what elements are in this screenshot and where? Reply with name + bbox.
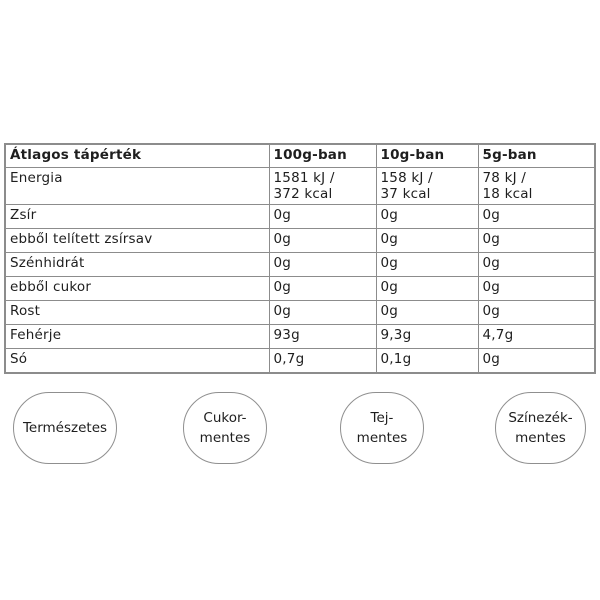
value-5g: 0g — [478, 253, 595, 277]
value-100g: 0,7g — [269, 349, 376, 374]
value-5g: 78 kJ / 18 kcal — [478, 168, 595, 205]
value-100g: 0g — [269, 205, 376, 229]
table-row — [5, 168, 595, 205]
header-100g: 100g-ban — [269, 144, 376, 168]
table-row — [5, 325, 595, 349]
badge-label: Tej- mentes — [356, 410, 408, 446]
row-name: ebből telített zsírsav — [5, 229, 269, 253]
value-5g: 0g — [478, 229, 595, 253]
value-5g: 0g — [478, 301, 595, 325]
badge-sugar-free — [183, 392, 267, 464]
value-10g: 0g — [376, 229, 478, 253]
value-10g: 0g — [376, 205, 478, 229]
value-10g: 0g — [376, 301, 478, 325]
value-5g: 0g — [478, 205, 595, 229]
table-row — [5, 253, 595, 277]
row-name: Fehérje — [5, 325, 269, 349]
value-100g: 0g — [269, 301, 376, 325]
row-name: Rost — [5, 301, 269, 325]
value-100g: 0g — [269, 253, 376, 277]
row-name: Szénhidrát — [5, 253, 269, 277]
badge-label: Cukor- mentes — [199, 410, 251, 446]
value-10g: 0g — [376, 253, 478, 277]
badge-natural — [13, 392, 117, 464]
value-10g: 0g — [376, 277, 478, 301]
row-name: Energia — [5, 168, 269, 205]
value-100g: 1581 kJ / 372 kcal — [269, 168, 376, 205]
value-10g: 0,1g — [376, 349, 478, 374]
row-name: Só — [5, 349, 269, 374]
row-name: ebből cukor — [5, 277, 269, 301]
value-10g: 158 kJ / 37 kcal — [376, 168, 478, 205]
badge-colorant-free — [495, 392, 586, 464]
table-row — [5, 349, 595, 374]
badge-label: Színezék- mentes — [508, 410, 573, 446]
table-row — [5, 277, 595, 301]
table-row — [5, 205, 595, 229]
badge-label: Természetes — [22, 420, 108, 436]
header-10g: 10g-ban — [376, 144, 478, 168]
badge-dairy-free — [340, 392, 424, 464]
row-name: Zsír — [5, 205, 269, 229]
value-100g: 0g — [269, 229, 376, 253]
header-nutrient: Átlagos tápérték — [5, 144, 269, 168]
table-row — [5, 301, 595, 325]
value-100g: 0g — [269, 277, 376, 301]
table-row — [5, 229, 595, 253]
value-100g: 93g — [269, 325, 376, 349]
value-5g: 0g — [478, 349, 595, 374]
value-10g: 9,3g — [376, 325, 478, 349]
table-header-row — [5, 144, 595, 168]
nutrition-table — [4, 143, 596, 374]
value-5g: 4,7g — [478, 325, 595, 349]
value-5g: 0g — [478, 277, 595, 301]
header-5g: 5g-ban — [478, 144, 595, 168]
